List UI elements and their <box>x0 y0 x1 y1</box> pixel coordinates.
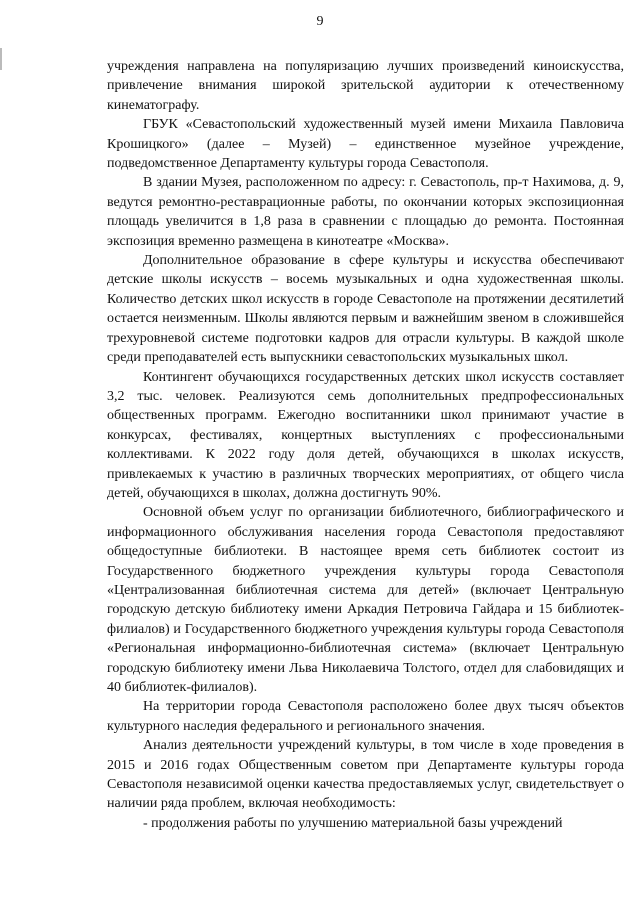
paragraph-cinema-continuation: учреждения направлена на популяризацию лучших произведений киноискусства, привлечение внимания широкой зрительской аудитории к отечественному кинематографу. <box>107 59 624 113</box>
paragraph-analysis: Анализ деятельности учреждений культуры, в том числе в ходе проведения в 2015 и 2016 годах Общественным советом при Департаменте культуры города Севастополя независимой оценки качества предоставляемых услуг, свидетельствует о наличии ряда проблем, включая необходимость: <box>107 738 624 812</box>
paragraph-students: Контингент обучающихся государственных детских школ искусств составляет 3,2 тыс. человек. Реализуются семь дополнительных предпрофессиональных общественных программ. Ежегодно воспитанники школ принимают участие в конкурсах, фестивалях, концертных выступлениях с профессиональными коллективами. К 2022 году доля детей, обучающихся в школах искусств, привлекаемых к участию в различных творческих мероприятиях, от общего числа детей, обучающихся в школах, должна достигнуть 90%. <box>107 369 624 501</box>
paragraph-libraries: Основной объем услуг по организации библиотечного, библиографического и информационного обслуживания населения города Севастополя предоставляют общедоступные библиотеки. В настоящее время сеть библиотек состоит из Государственного бюджетного учреждения культуры города Севастополя «Централизованная библиотечная система для детей» (включает Центральную городскую детскую библиотеку имени Аркадия Петровича Гайдара и 15 библиотек-филиалов) и Государственного бюджетного учреждения культуры города Севастополя «Региональная информационно-библиотечная система» (включает Центральную городскую библиотеку имени Льва Николаевича Толстого, отдел для слабовидящих и 40 библиотек-филиалов). <box>107 505 624 695</box>
paragraph-museum-intro: ГБУК «Севастопольский художественный музей имени Михаила Павловича Крошицкого» (далее – Музей) – единственное музейное учреждение, подведомственное Департаменту культуры города Севастополя. <box>107 117 624 172</box>
list-item-material-base: - продолжения работы по улучшению материальной базы учреждений <box>143 815 563 831</box>
paragraph-art-schools: Дополнительное образование в сфере культуры и искусства обеспечивают детские школы искусств – восемь музыкальных и одна художественная школы. Количество детских школ искусств в городе Севастополе на протяжении десятилетий остается неизменным. Школы являются первым и важнейшим звеном в сложившейся трехуровневой системе подготовки кадров для отрасли культуры. В каждой школе среди преподавателей есть выпускники севастопольских музыкальных школ. <box>107 253 624 366</box>
document-body <box>107 57 624 833</box>
paragraph-heritage: На территории города Севастополя расположено более двух тысяч объектов культурного наследия федерального и регионального значения. <box>107 699 624 734</box>
page-number: 9 <box>316 14 324 29</box>
scan-edge-mark <box>0 48 2 70</box>
paragraph-museum-building: В здании Музея, расположенном по адресу: г. Севастополь, пр-т Нахимова, д. 9, ведутся ремонтно-реставрационные работы, по окончании которых экспозиционная площадь увеличится в 1,8 раза в сравнении с площадью до ремонта. Постоянная экспозиция временно размещена в кинотеатре «Москва». <box>107 175 624 249</box>
